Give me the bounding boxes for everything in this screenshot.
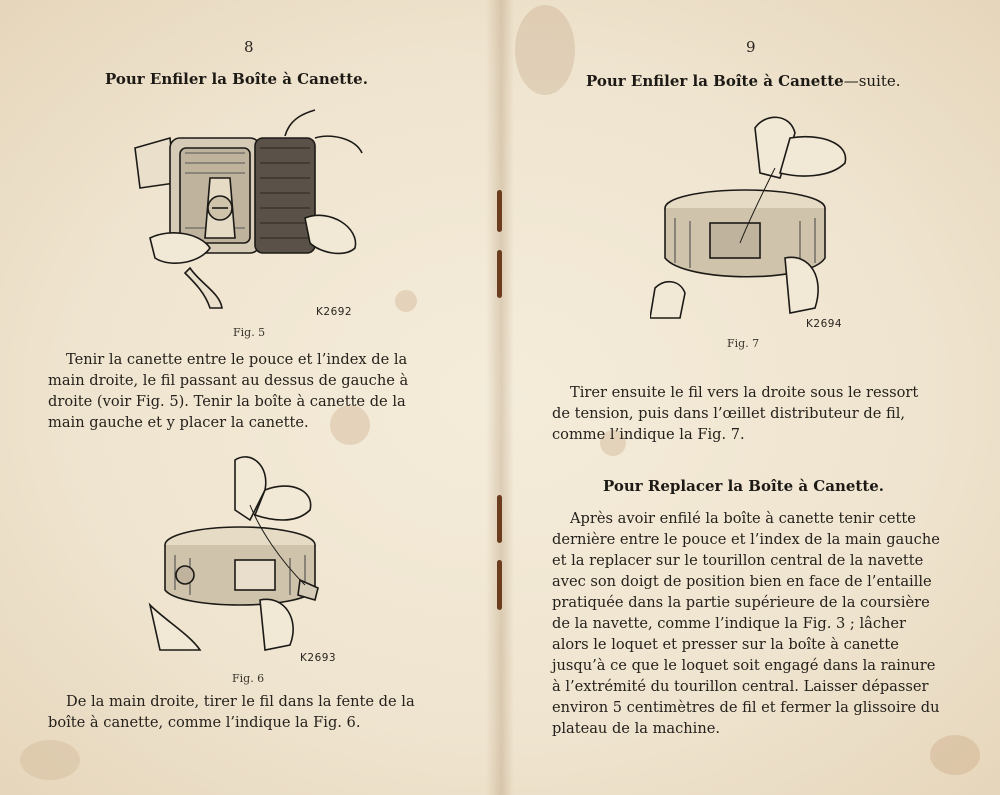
text-line: jusqu’à ce que le loquet soit engagé dans la rainure — [552, 657, 936, 674]
fig5-caption: Fig. 5 — [233, 326, 266, 339]
heading-text: Pour Enfiler la Boîte à Canette — [586, 72, 844, 90]
section-heading — [586, 72, 901, 90]
fig7-caption: Fig. 7 — [727, 337, 760, 350]
text-line: alors le loquet et presser sur la boîte à canette — [552, 636, 899, 653]
left-paragraph-2 — [48, 691, 440, 733]
text-line: avec son doigt de position bien en face de l’entaille — [552, 573, 932, 590]
text-line: droite (voir Fig. 5). Tenir la boîte à canette de la — [48, 393, 406, 410]
text-line: pratiquée dans la partie supérieure de la coursière — [552, 594, 930, 611]
text-line: Après avoir enfilé la boîte à canette tenir cette — [570, 510, 916, 527]
text-line: boîte à canette, comme l’indique la Fig. 6. — [48, 714, 361, 731]
fig6-code: K2693 — [300, 652, 337, 664]
fig6-illustration — [140, 450, 340, 660]
text-line: De la main droite, tirer le fil dans la fente de la — [66, 693, 415, 710]
section-heading-2: Pour Replacer la Boîte à Canette. — [603, 477, 885, 495]
text-line: environ 5 centimètres de fil et fermer la glissoire du — [552, 699, 940, 716]
page-number: 8 — [244, 38, 254, 56]
text-line: main gauche et y placer la canette. — [48, 414, 309, 431]
text-line: Tirer ensuite le fil vers la droite sous le ressort — [570, 384, 919, 401]
fig5-code: K2692 — [316, 306, 353, 318]
text-line: de la navette, comme l’indique la Fig. 3 ; lâcher — [552, 615, 907, 632]
text-line: Tenir la canette entre le pouce et l’index de la — [66, 351, 408, 368]
text-line: à l’extrémité du tourillon central. Laisser dépasser — [552, 678, 929, 695]
left-paragraph-1 — [48, 349, 440, 433]
text-line: comme l’indique la Fig. 7. — [552, 426, 745, 443]
text-line: de tension, puis dans l’œillet distributeur de fil, — [552, 405, 906, 422]
text-line: main droite, le fil passant au dessus de gauche à — [48, 372, 409, 389]
text-line: et la replacer sur le tourillon central de la navette — [552, 552, 924, 569]
right-paragraph-2 — [552, 508, 947, 739]
fig5-illustration — [130, 108, 365, 313]
right-page — [500, 0, 1000, 795]
right-paragraph-1 — [552, 382, 947, 445]
page-number: 9 — [746, 38, 756, 56]
fig7-illustration — [650, 108, 860, 323]
fig6-caption: Fig. 6 — [232, 672, 265, 685]
text-line: dernière entre le pouce et l’index de la main gauche — [552, 531, 940, 548]
text-line: plateau de la machine. — [552, 720, 721, 737]
fig7-code: K2694 — [806, 318, 843, 330]
section-heading: Pour Enfiler la Boîte à Canette. — [105, 70, 368, 88]
heading-suffix: —suite. — [843, 72, 901, 90]
